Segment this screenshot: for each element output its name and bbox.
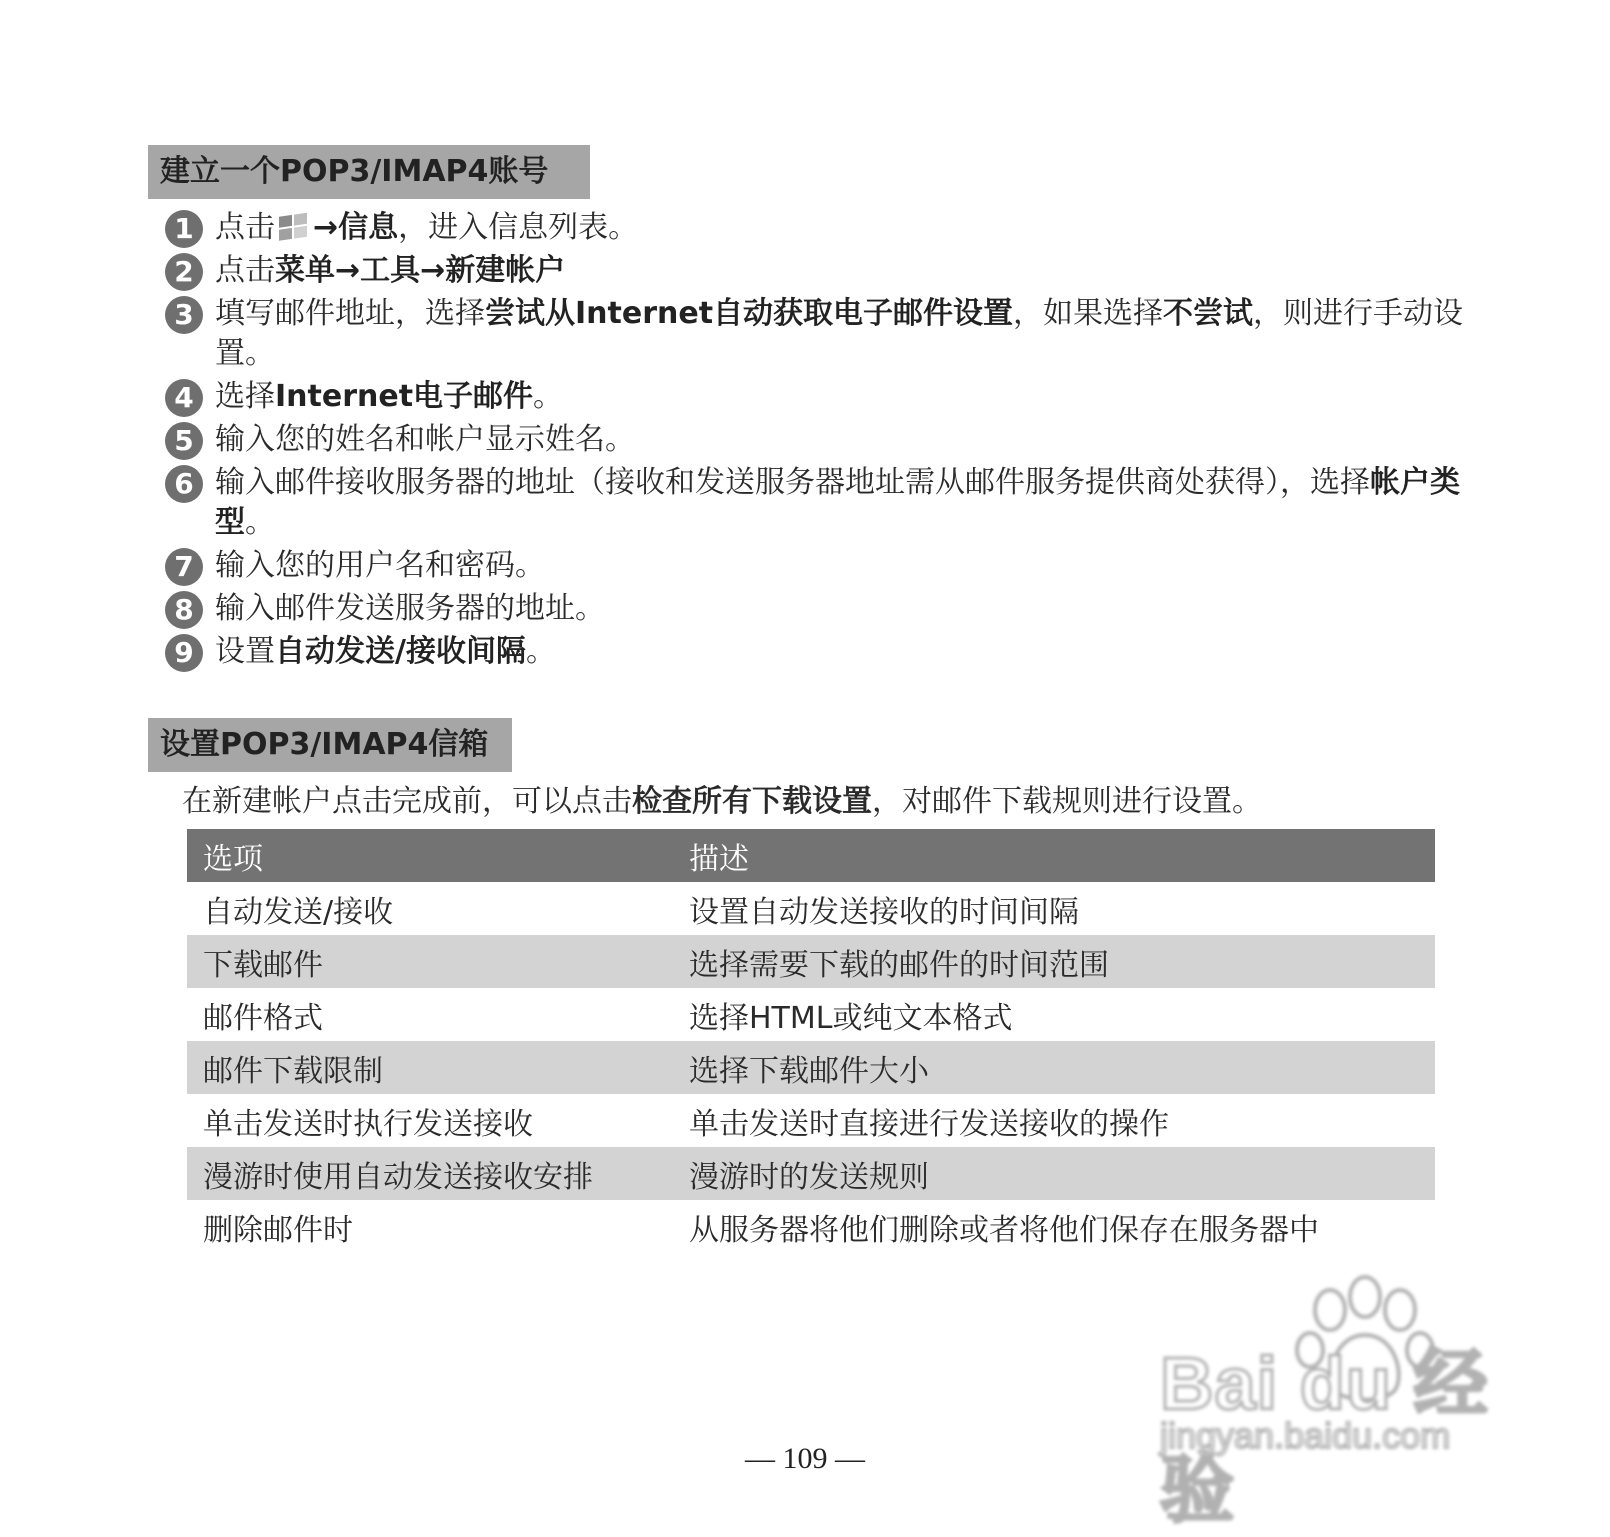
step-number-badge: 6	[165, 465, 203, 503]
table-header-description: 描述	[673, 829, 1435, 882]
table-row	[187, 1041, 1435, 1094]
step-number-badge: 5	[165, 422, 203, 460]
step-text	[215, 632, 556, 672]
section-header-create-account: 建立一个POP3/IMAP4账号	[148, 145, 590, 199]
step-text-bold: 不尝试	[1163, 296, 1254, 331]
table-row	[187, 882, 1435, 935]
step-text-bold: 尝试从Internet自动获取电子邮件设置	[485, 296, 1014, 331]
intro-text-pre: 在新建帐户点击完成前，可以点击	[182, 784, 632, 819]
step-text-part: 点击	[215, 253, 275, 288]
page-number: — 109 —	[745, 1442, 865, 1475]
step-text	[215, 420, 635, 460]
step-text-part: 。	[245, 505, 275, 540]
step-text-part: ，进入信息列表。	[398, 210, 639, 245]
step-text-part: 。	[533, 379, 564, 414]
step-text-part: 输入您的用户名和密码。	[215, 548, 545, 583]
step-text-part: 。	[525, 634, 556, 669]
download-options-table	[187, 829, 1435, 1253]
step-text	[215, 294, 1495, 374]
step-text	[215, 546, 545, 586]
step-item	[165, 294, 1495, 374]
step-item	[165, 632, 1495, 672]
table-cell-option: 下载邮件	[187, 935, 673, 988]
step-text	[215, 589, 605, 629]
step-item	[165, 546, 1495, 586]
step-text-part: 输入邮件发送服务器的地址。	[215, 591, 605, 626]
watermark-brand: Bai du 经验	[1160, 1342, 1489, 1531]
table-cell-description: 设置自动发送接收的时间间隔	[689, 894, 1079, 930]
table-row	[187, 1094, 1435, 1147]
intro-text-bold: 检查所有下载设置	[632, 784, 872, 819]
table-cell-description: 选择需要下载的邮件的时间范围	[673, 935, 1435, 988]
step-item	[165, 208, 1495, 248]
table-cell-option: 单击发送时执行发送接收	[203, 1106, 533, 1142]
table-cell-description: 选择HTML或纯文本格式	[689, 1000, 1013, 1036]
step-item	[165, 420, 1495, 460]
table-cell-option: 邮件下载限制	[187, 1041, 673, 1094]
step-number-badge: 4	[165, 379, 203, 417]
intro-text-post: ，对邮件下载规则进行设置。	[872, 784, 1262, 819]
step-item	[165, 377, 1495, 417]
intro-text	[182, 782, 1262, 822]
step-text-bold: 菜单→工具→新建帐户	[275, 253, 566, 288]
baidu-jingyan-watermark	[1160, 1275, 1540, 1531]
table-cell-option: 邮件格式	[203, 1000, 323, 1036]
table-row	[187, 1147, 1435, 1200]
step-number-badge: 7	[165, 548, 203, 586]
step-number-badge: 8	[165, 591, 203, 629]
step-text	[215, 377, 563, 417]
step-text-bold: →信息	[313, 210, 399, 245]
windows-start-icon	[277, 211, 311, 241]
table-header-option: 选项	[187, 829, 673, 882]
step-item	[165, 589, 1495, 629]
step-text	[215, 208, 638, 248]
table-cell-option: 自动发送/接收	[203, 894, 394, 930]
table-row	[187, 935, 1435, 988]
step-number-badge: 2	[165, 253, 203, 291]
table-cell-description: 从服务器将他们删除或者将他们保存在服务器中	[689, 1212, 1319, 1248]
step-text-part: 点击	[215, 210, 275, 245]
table-row	[187, 1200, 1435, 1253]
step-text-part: ，如果选择	[1013, 296, 1164, 331]
step-text-part: ，则进行手动设置。	[215, 296, 1464, 371]
steps-list	[165, 208, 1495, 675]
step-number-badge: 3	[165, 296, 203, 334]
step-number-badge: 1	[165, 210, 203, 248]
watermark-url: jingyan.baidu.com	[1160, 1415, 1451, 1456]
step-text-part: 填写邮件地址，选择	[215, 296, 485, 331]
step-text-bold: Internet电子邮件	[275, 379, 534, 414]
step-text-part: 选择	[215, 379, 275, 414]
table-body	[187, 882, 1435, 1253]
step-text	[215, 463, 1495, 543]
table-header-row	[187, 829, 1435, 882]
section-header-mailbox-settings: 设置POP3/IMAP4信箱	[148, 718, 512, 772]
table-cell-description: 漫游时的发送规则	[673, 1147, 1435, 1200]
table-cell-description: 单击发送时直接进行发送接收的操作	[689, 1106, 1169, 1142]
step-text-part: 输入邮件接收服务器的地址（接收和发送服务器地址需从邮件服务提供商处获得），选择	[215, 465, 1370, 500]
step-number-badge: 9	[165, 634, 203, 672]
step-text	[215, 251, 565, 291]
step-text-part: 设置	[215, 634, 275, 669]
step-text-part: 输入您的姓名和帐户显示姓名。	[215, 422, 635, 457]
step-item	[165, 463, 1495, 543]
table-cell-description: 选择下载邮件大小	[673, 1041, 1435, 1094]
table-row	[187, 988, 1435, 1041]
table-cell-option: 删除邮件时	[203, 1212, 353, 1248]
table-cell-option: 漫游时使用自动发送接收安排	[187, 1147, 673, 1200]
step-text-bold: 自动发送/接收间隔	[275, 634, 526, 669]
step-text-bold: 帐户类型	[215, 465, 1460, 540]
step-item	[165, 251, 1495, 291]
